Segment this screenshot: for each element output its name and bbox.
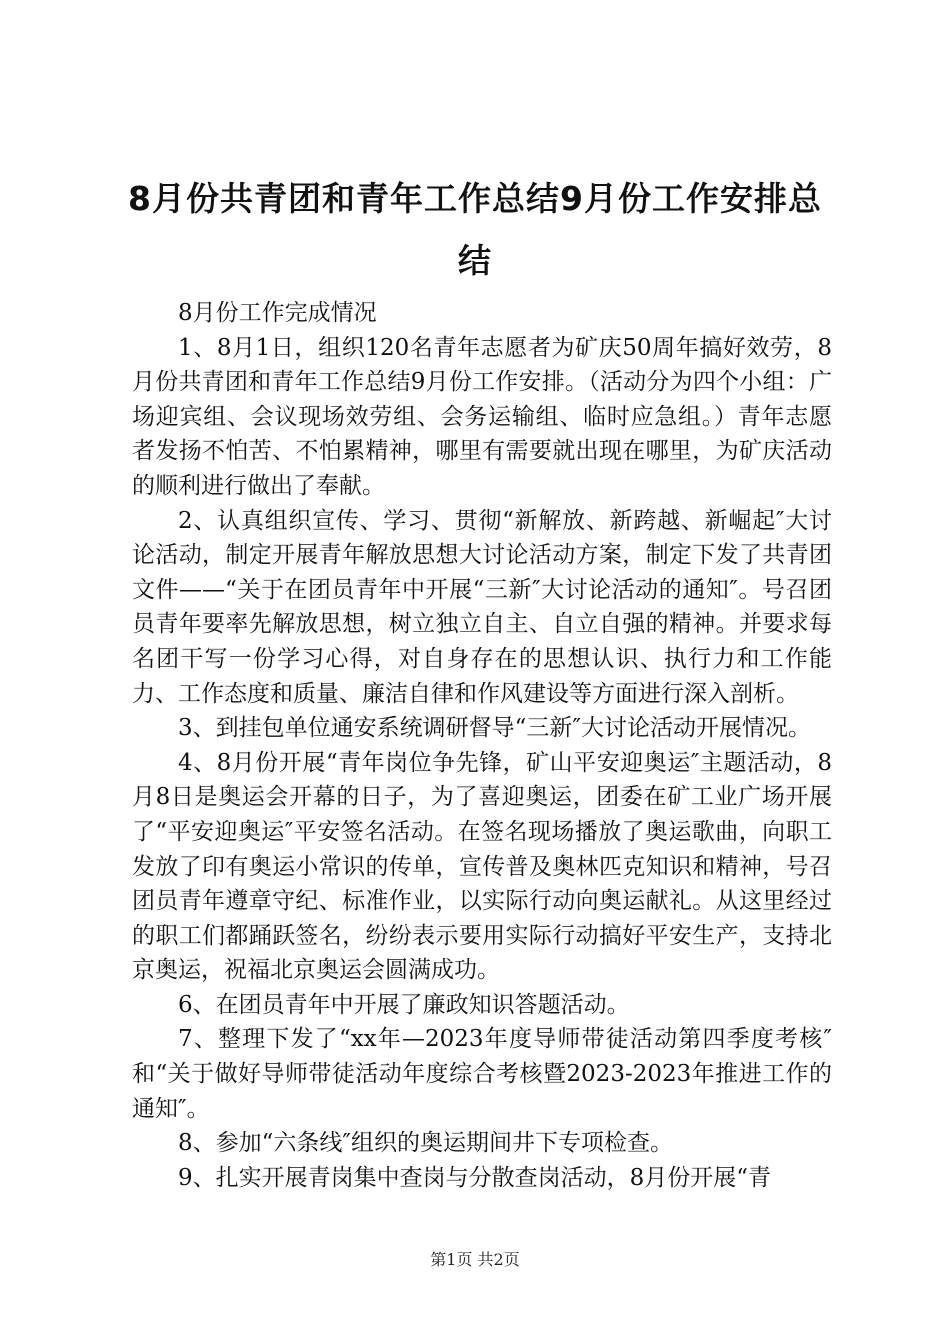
paragraph: 4、8月份开展“青年岗位争先锋，矿山平安迎奥运″主题活动，8月8日是奥运会开幕的日子，为了喜迎奥运，团委在矿工业广场开展了“平安迎奥运″平安签名活动。在签名现场播放了奥运歌曲，向职工发放了印有奥运小常识的传单，宣传普及奥林匹克知识和精神，号召团员青年遵章守纪、标准作业，以实际行动向奥运献礼。从这里经过的职工们都踊跃签名，纷纷表示要用实际行动搞好平安生产，支持北京奥运，祝福北京奥运会圆满成功。: [132, 749, 832, 984]
paragraph: 3、到挂包单位通安系统调研督导“三新″大讨论活动开展情况。: [178, 715, 811, 742]
document-body: [132, 296, 832, 1195]
paragraph: 8、参加“六条线″组织的奥运期间井下专项检查。: [178, 1130, 673, 1157]
paragraph: 6、在团员青年中开展了廉政知识答题活动。: [178, 991, 630, 1018]
paragraph: 7、整理下发了“xx年—2023年度导师带徒活动第四季度考核″和“关于做好导师带徒活动年度综合考核暨2023-2023年推进工作的通知″。: [132, 1026, 832, 1122]
paragraph: 1、8月1日，组织120名青年志愿者为矿庆50周年搞好效劳，8月份共青团和青年工作总结9月份工作安排。（活动分为四个小组：广场迎宾组、会议现场效劳组、会务运输组、临时应急组。）青年志愿者发扬不怕苦、不怕累精神，哪里有需要就出现在哪里，为矿庆活动的顺利进行做出了奉献。: [132, 334, 832, 499]
page-number-footer: 第1页 共2页: [430, 1250, 520, 1269]
document-title: 8月份共青团和青年工作总结9月份工作安排总结: [128, 179, 822, 280]
section-heading: 8月份工作完成情况: [178, 300, 377, 326]
paragraph: 2、认真组织宣传、学习、贯彻“新解放、新跨越、新崛起″大讨论活动，制定开展青年解放思想大讨论活动方案，制定下发了共青团文件——“关于在团员青年中开展“三新″大讨论活动的通知″。号召团员青年要率先解放思想，树立独立自主、自立自强的精神。并要求每名团干写一份学习心得，对自身存在的思想认识、执行力和工作能力、工作态度和质量、廉洁自律和作风建设等方面进行深入剖析。: [132, 507, 832, 707]
paragraph: 9、扎实开展青岗集中查岗与分散查岗活动，8月份开展“青: [178, 1164, 772, 1191]
